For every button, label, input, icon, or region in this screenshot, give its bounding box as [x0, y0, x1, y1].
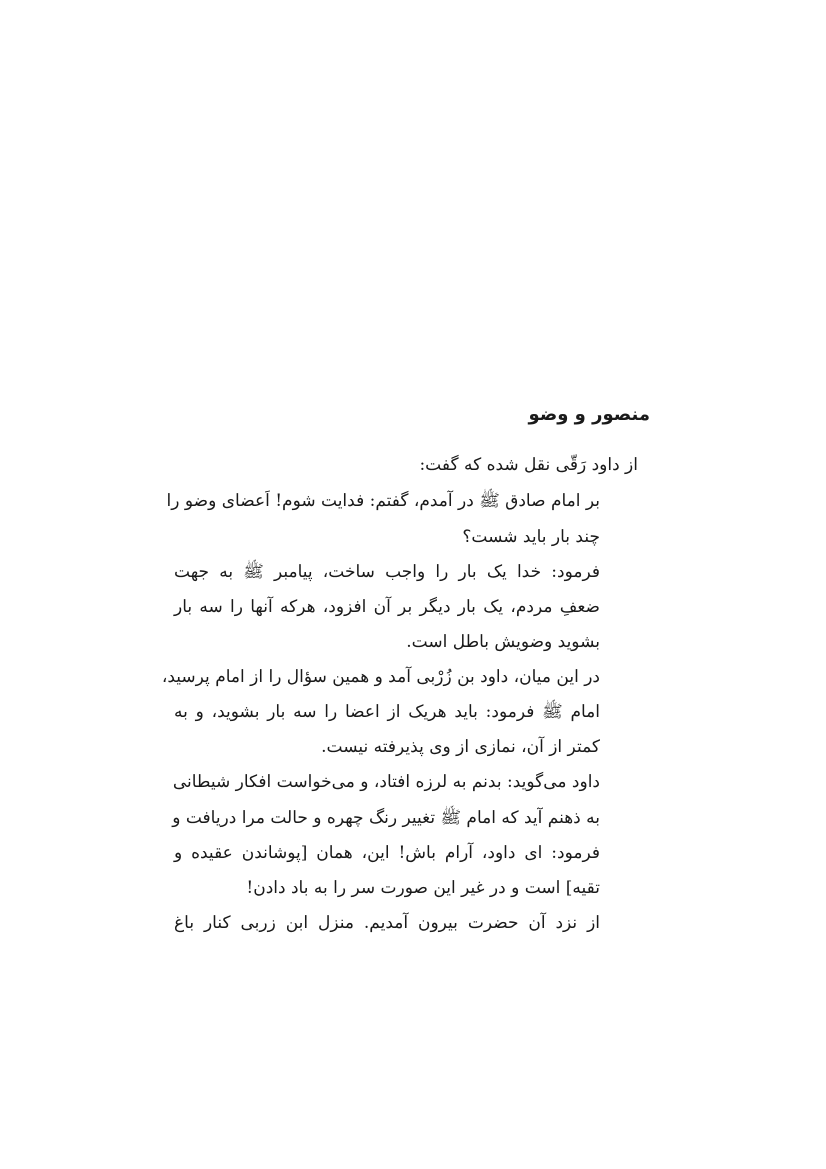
text-line-5: بشوید وضویش باطل است.	[406, 632, 600, 652]
text-line-2: چند بار باید شست؟	[462, 527, 600, 547]
text-line-11: فرمود: ای داود، آرام باش! این، همان [پوشاندن عقیده و	[174, 843, 600, 863]
text-line-7: امام ﷺ فرمود: باید هریک از اعضا را سه بار بشوید، و به	[174, 702, 600, 722]
text-line-9: داود می‌گوید: بدنم به لرزه افتاد، و می‌خواست افکار شیطانی	[172, 772, 600, 792]
intro-line: از داود رَقّی نقل شده که گفت:	[419, 455, 638, 475]
text-line-1: بر امام صادق ﷺ در آمدم، گفتم: فدایت شوم! اَعضای وضو را	[166, 491, 600, 511]
text-line-6: در این میان، داود بن زُرْبی آمد و همین سؤال را از امام پرسید،	[161, 667, 600, 687]
text-line-4: ضعفِ مردم، یک بار دیگر بر آن افزود، هرکه آنها را سه بار	[174, 597, 600, 617]
text-line-8: کمتر از آن، نمازی از وی پذیرفته نیست.	[321, 737, 600, 757]
text-line-3: فرمود: خدا یک بار را واجب ساخت، پیامبر ﷺ به جهت	[174, 562, 600, 582]
text-line-13: از نزد آن حضرت بیرون آمدیم. منزل ابن زربی کنار باغ	[174, 913, 600, 933]
text-line-10: به ذهنم آید که امام ﷺ تغییر رنگ چهره و حالت مرا دریافت و	[172, 808, 600, 828]
section-heading: منصور و وضو	[528, 404, 650, 425]
text-line-12: تقیه] است و در غیر این صورت سر را به باد دادن!	[246, 878, 600, 898]
